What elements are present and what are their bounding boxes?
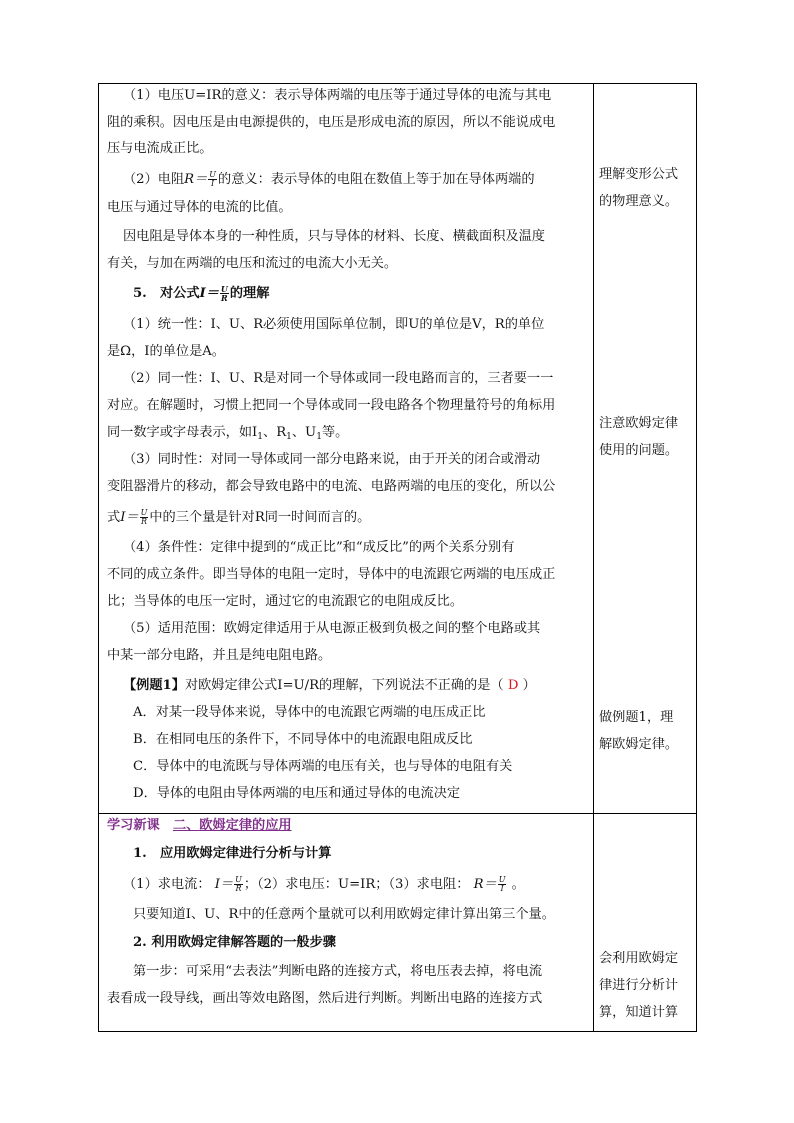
- text-line: 只要知道I、U、R中的任意两个量就可以利用欧姆定律计算出第三个量。: [133, 907, 555, 922]
- text-line: 电压与通过导体的电流的比值。: [107, 200, 292, 215]
- option-c: C．导体中的电流既与导体两端的电压有关，也与导体的电阻有关: [133, 759, 513, 774]
- note-cell-1: [594, 84, 697, 814]
- text-line: 压与电流成正比。: [107, 141, 213, 156]
- option-d: D．导体的电阻由导体两端的电压和通过导体的电流决定: [133, 786, 461, 801]
- formula-lhs: I＝: [199, 286, 219, 301]
- example-answer: D: [507, 678, 519, 693]
- text-line: （5）适用范围：欧姆定律适用于从电源正极到负极之间的整个电路或其: [123, 621, 541, 636]
- fraction-numerator: U: [235, 875, 242, 884]
- fraction: [140, 509, 149, 526]
- fraction-denominator: I: [500, 884, 504, 893]
- text-line: （1）电压U=IR的意义：表示导体两端的电压等于通过导体的电流与其电: [123, 88, 552, 103]
- formula-lhs: R＝: [184, 172, 208, 187]
- example-label: 【例题1】: [123, 678, 185, 693]
- text-line: 因电阻是导体本身的一种性质，只与导体的材料、长度、横截面积及温度: [123, 229, 545, 244]
- note-line: 算，知道计算: [599, 1005, 679, 1020]
- content-cell-ohm-understanding: [99, 84, 594, 814]
- text-line: 比；当导体的电压一定时，通过它的电流跟它的电阻成反比。: [107, 594, 464, 609]
- text-line: 表看成一段导线，画出等效电路图，然后进行判断。判断出电路的连接方式: [107, 991, 543, 1006]
- note-line: 会利用欧姆定: [599, 951, 679, 966]
- lesson-table: [98, 83, 697, 1032]
- fraction: [208, 171, 217, 188]
- example-close: ）: [522, 678, 536, 693]
- text: 等。: [321, 425, 349, 440]
- resistance-meaning-line: [123, 171, 535, 188]
- formula-lhs: R＝: [473, 877, 497, 892]
- text-line: 第一步：可采用“去表法”判断电路的连接方式，将电压表去掉，将电流: [133, 964, 543, 979]
- example-text: 对欧姆定律公式I=U/R的理解，下列说法不正确的是（: [184, 678, 504, 693]
- text-line: 是Ω，I的单位是A。: [107, 344, 225, 359]
- note-line: 律进行分析计: [599, 978, 679, 993]
- note-line: 理解变形公式: [599, 167, 679, 182]
- formula-lhs: I＝: [120, 510, 139, 525]
- fraction-numerator: U: [498, 875, 506, 884]
- text-line: 不同的成立条件。即当导体的电阻一定时，导体中的电流跟它两端的电压成正: [107, 567, 556, 582]
- text-line: （4）条件性：定律中提到的“成正比”和“成反比”的两个关系分别有: [123, 540, 515, 555]
- text-line: （1）统一性：I、U、R必须使用国际单位制，即U的单位是V，R的单位: [123, 317, 545, 332]
- fraction-denominator: R: [221, 293, 228, 303]
- text-line: 对应。在解题时，习惯上把同一个导体或同一段电路各个物理量符号的角标用: [107, 398, 556, 413]
- option-b: B．在相同电压的条件下，不同导体中的电流跟电阻成反比: [133, 732, 473, 747]
- text: 中的三个量是针对R同一时间而言的。: [149, 510, 371, 525]
- section-heading-5: [133, 285, 269, 302]
- note-line: 做例题1，理: [599, 710, 674, 725]
- text: 。: [511, 877, 525, 892]
- table-row: [99, 814, 697, 1032]
- option-a: A．对某一段导体来说，导体中的电流跟它两端的电压成正比: [133, 705, 486, 720]
- table-row: [99, 84, 697, 814]
- text: 的意义：表示导体的电阻在数值上等于加在导体两端的: [218, 172, 535, 187]
- subscript: 1: [257, 432, 264, 442]
- fraction-numerator: U: [220, 284, 228, 294]
- example-1-question: [123, 678, 536, 694]
- subheading-1: 1. 应用欧姆定律进行分析与计算: [133, 846, 332, 861]
- subscript: 1: [286, 432, 292, 442]
- text: 式: [107, 510, 121, 525]
- note-line: 的物理意义。: [599, 194, 679, 209]
- text-line: 中某一部分电路，并且是纯电阻电路。: [107, 648, 332, 663]
- text-line: 阻的乘积。因电压是由电源提供的，电压是形成电流的原因，所以不能说成电: [107, 115, 556, 130]
- subscript: 1: [316, 432, 322, 442]
- heading-title: 二、欧姆定律的应用: [172, 818, 292, 833]
- text: （2）电阻: [123, 172, 185, 187]
- note-line: 使用的问题。: [599, 443, 679, 458]
- text-line: 有关，与加在两端的电压和流过的电流大小无关。: [107, 256, 398, 271]
- text-line: [107, 509, 370, 526]
- fraction: [234, 876, 243, 893]
- heading-text: 5. 对公式: [133, 286, 200, 301]
- heading-text: 的理解: [229, 286, 270, 301]
- text-line: [107, 425, 348, 445]
- text-line: （3）同时性：对同一导体或同一部分电路来说，由于开关的闭合或滑动: [123, 452, 541, 467]
- text: 、U: [291, 425, 317, 440]
- text: 、R: [263, 425, 287, 440]
- heading-label: 学习新课: [107, 818, 160, 833]
- fraction: [498, 876, 507, 893]
- fraction-numerator: U: [209, 170, 217, 179]
- fraction-denominator: R: [140, 517, 147, 526]
- text: （1）求电流：: [123, 877, 211, 892]
- fraction: [220, 285, 229, 302]
- text-line: 变阻器滑片的移动，都会导致电路中的电流、电路两端的电压的变化，所以公: [107, 479, 556, 494]
- fraction-denominator: R: [235, 884, 242, 893]
- text: 同一数字或字母表示，如I: [107, 425, 258, 440]
- note-line: 注意欧姆定律: [599, 416, 679, 431]
- formula-lhs: I＝: [214, 877, 234, 892]
- text-line: （2）同一性：I、U、R是对同一个导体或同一段电路而言的，三者要一一: [123, 371, 554, 386]
- fraction-denominator: I: [211, 179, 215, 188]
- note-cell-2: [594, 814, 697, 1032]
- note-line: 解欧姆定律。: [599, 737, 679, 752]
- calculation-formulas: [123, 876, 525, 893]
- subheading-2: 2. 利用欧姆定律解答题的一般步骤: [133, 935, 336, 950]
- text: ；（2）求电压：U=IR；（3）求电阻：: [243, 877, 470, 892]
- section-heading-new-lesson: [107, 818, 292, 834]
- fraction-numerator: U: [140, 508, 148, 517]
- content-cell-ohm-application: [99, 814, 594, 1032]
